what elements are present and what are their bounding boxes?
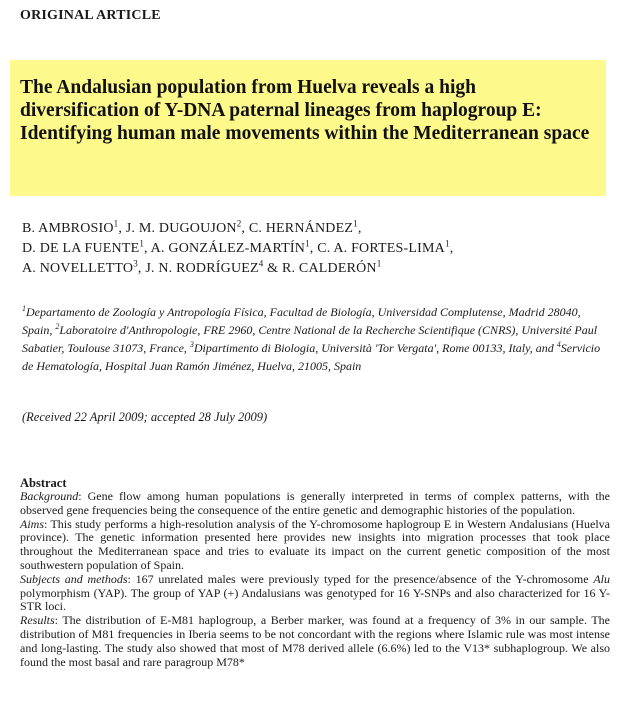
aims-text: : This study performs a high-resolution analysis of the Y-chromosome haplogroup E in Western Andalusians (Huelva province). The genetic information presented here provides new insights into migration processes that took place throughout the Mediterranean space and tries to evaluate its impact on the current genetic composition of the most southwestern population of Spain. — [20, 516, 610, 572]
article-title: The Andalusian population from Huelva reveals a high diversification of Y-DNA paternal lineages from haplogroup E: Identifying human male movements within the Mediterranean space — [20, 77, 590, 144]
abstract-results — [20, 614, 610, 669]
affiliation-text: Laboratoire d'Anthropologie, FRE 2960, Centre National de la Recherche Scientifique (CNRS), Université Paul Sabatier, Toulouse 31073, France, — [22, 323, 598, 355]
background-label: Background — [20, 489, 79, 503]
methods-italic-term: Alu — [593, 571, 610, 586]
abstract-methods — [20, 573, 610, 614]
results-label: Results — [20, 613, 55, 628]
methods-text-1: : 167 unrelated males were previously typed for the presence/absence of the Y-chromosome — [127, 571, 594, 586]
affiliation-text: Servicio de Hematología, Hospital Juan Ramón Jiménez, Huelva, 21005, Spain — [22, 341, 601, 373]
author-separator: , — [144, 241, 151, 256]
received-dates: (Received 22 April 2009; accepted 28 July 2009) — [22, 410, 268, 424]
author-affiliation-marker: 1 — [376, 258, 382, 269]
author-name: J. N. RODRÍGUEZ — [145, 261, 259, 276]
author-name: A. GONZÁLEZ-MARTÍN — [150, 241, 306, 256]
abstract — [20, 476, 610, 669]
author-separator: , — [357, 221, 362, 236]
title-box — [10, 60, 606, 196]
background-text: : Gene flow among human populations is generally interpreted in terms of complex patterns, with the observed gene frequencies being the consequence of the entire genetic and demographic histories of the population. — [20, 489, 610, 517]
author-name: R. CALDERÓN — [281, 261, 377, 276]
author-affiliation-marker: 1 — [113, 218, 119, 229]
author-affiliation-marker: 3 — [133, 258, 138, 269]
author-affiliation-marker: 1 — [353, 218, 358, 229]
author-name: B. AMBROSIO — [22, 221, 114, 236]
author-name: C. A. FORTES-LIMA — [317, 241, 445, 256]
author-name: J. M. DUGOUJON — [125, 221, 237, 236]
author-affiliation-marker: 4 — [258, 258, 264, 269]
affiliation-number: 1 — [22, 304, 26, 313]
author-affiliation-marker: 2 — [236, 218, 242, 229]
affiliation-text: Dipartimento di Biologia, Università 'Tor Vergata', Rome 00133, Italy, and — [193, 341, 557, 355]
methods-label: Subjects and methods — [20, 571, 128, 586]
author-name: A. NOVELLETTO — [22, 261, 134, 276]
author-separator: , — [309, 241, 318, 256]
affiliation-number: 3 — [189, 340, 194, 349]
affiliations — [22, 303, 607, 375]
aims-label: Aims — [20, 516, 44, 531]
affiliation-text: Departamento de Zoología y Antropología Física, Facultad de Biología, Universidad Complutense, Madrid 28040, Spain, — [22, 305, 581, 337]
author-affiliation-marker: 1 — [139, 238, 145, 249]
author-affiliation-marker: 1 — [444, 238, 450, 249]
author-list — [22, 219, 612, 279]
abstract-heading: Abstract — [20, 476, 67, 490]
affiliation-number: 2 — [55, 322, 60, 331]
author-name: C. HERNÁNDEZ — [248, 221, 354, 236]
author-separator: & — [263, 261, 282, 276]
results-text: : The distribution of E-M81 haplogroup, a Berber marker, was found at a frequency of 3% in our sample. The distribution of M81 frequencies in Iberia seems to be not concordant with the regions where Islamic rule was most intense and long-lasting. The study also showed that most of M78 derived allele (6.6%) led to the V13* subhaplogroup. We also found the most basal and rare paragroup M78* — [20, 613, 610, 669]
author-separator: , — [137, 261, 146, 276]
abstract-aims — [20, 518, 610, 573]
abstract-background — [20, 490, 610, 518]
article-type-label: ORIGINAL ARTICLE — [20, 8, 161, 23]
author-separator: , — [118, 221, 126, 236]
affiliation-number: 4 — [556, 340, 561, 349]
author-name: D. DE LA FUENTE — [22, 241, 140, 256]
author-separator: , — [449, 241, 454, 256]
methods-text-2: polymorphism (YAP). The group of YAP (+) Andalusians was genotyped for 16 Y-SNPs and also characterized for 16 Y-STR loci. — [20, 585, 610, 614]
author-separator: , — [241, 221, 249, 236]
author-affiliation-marker: 1 — [305, 238, 310, 249]
